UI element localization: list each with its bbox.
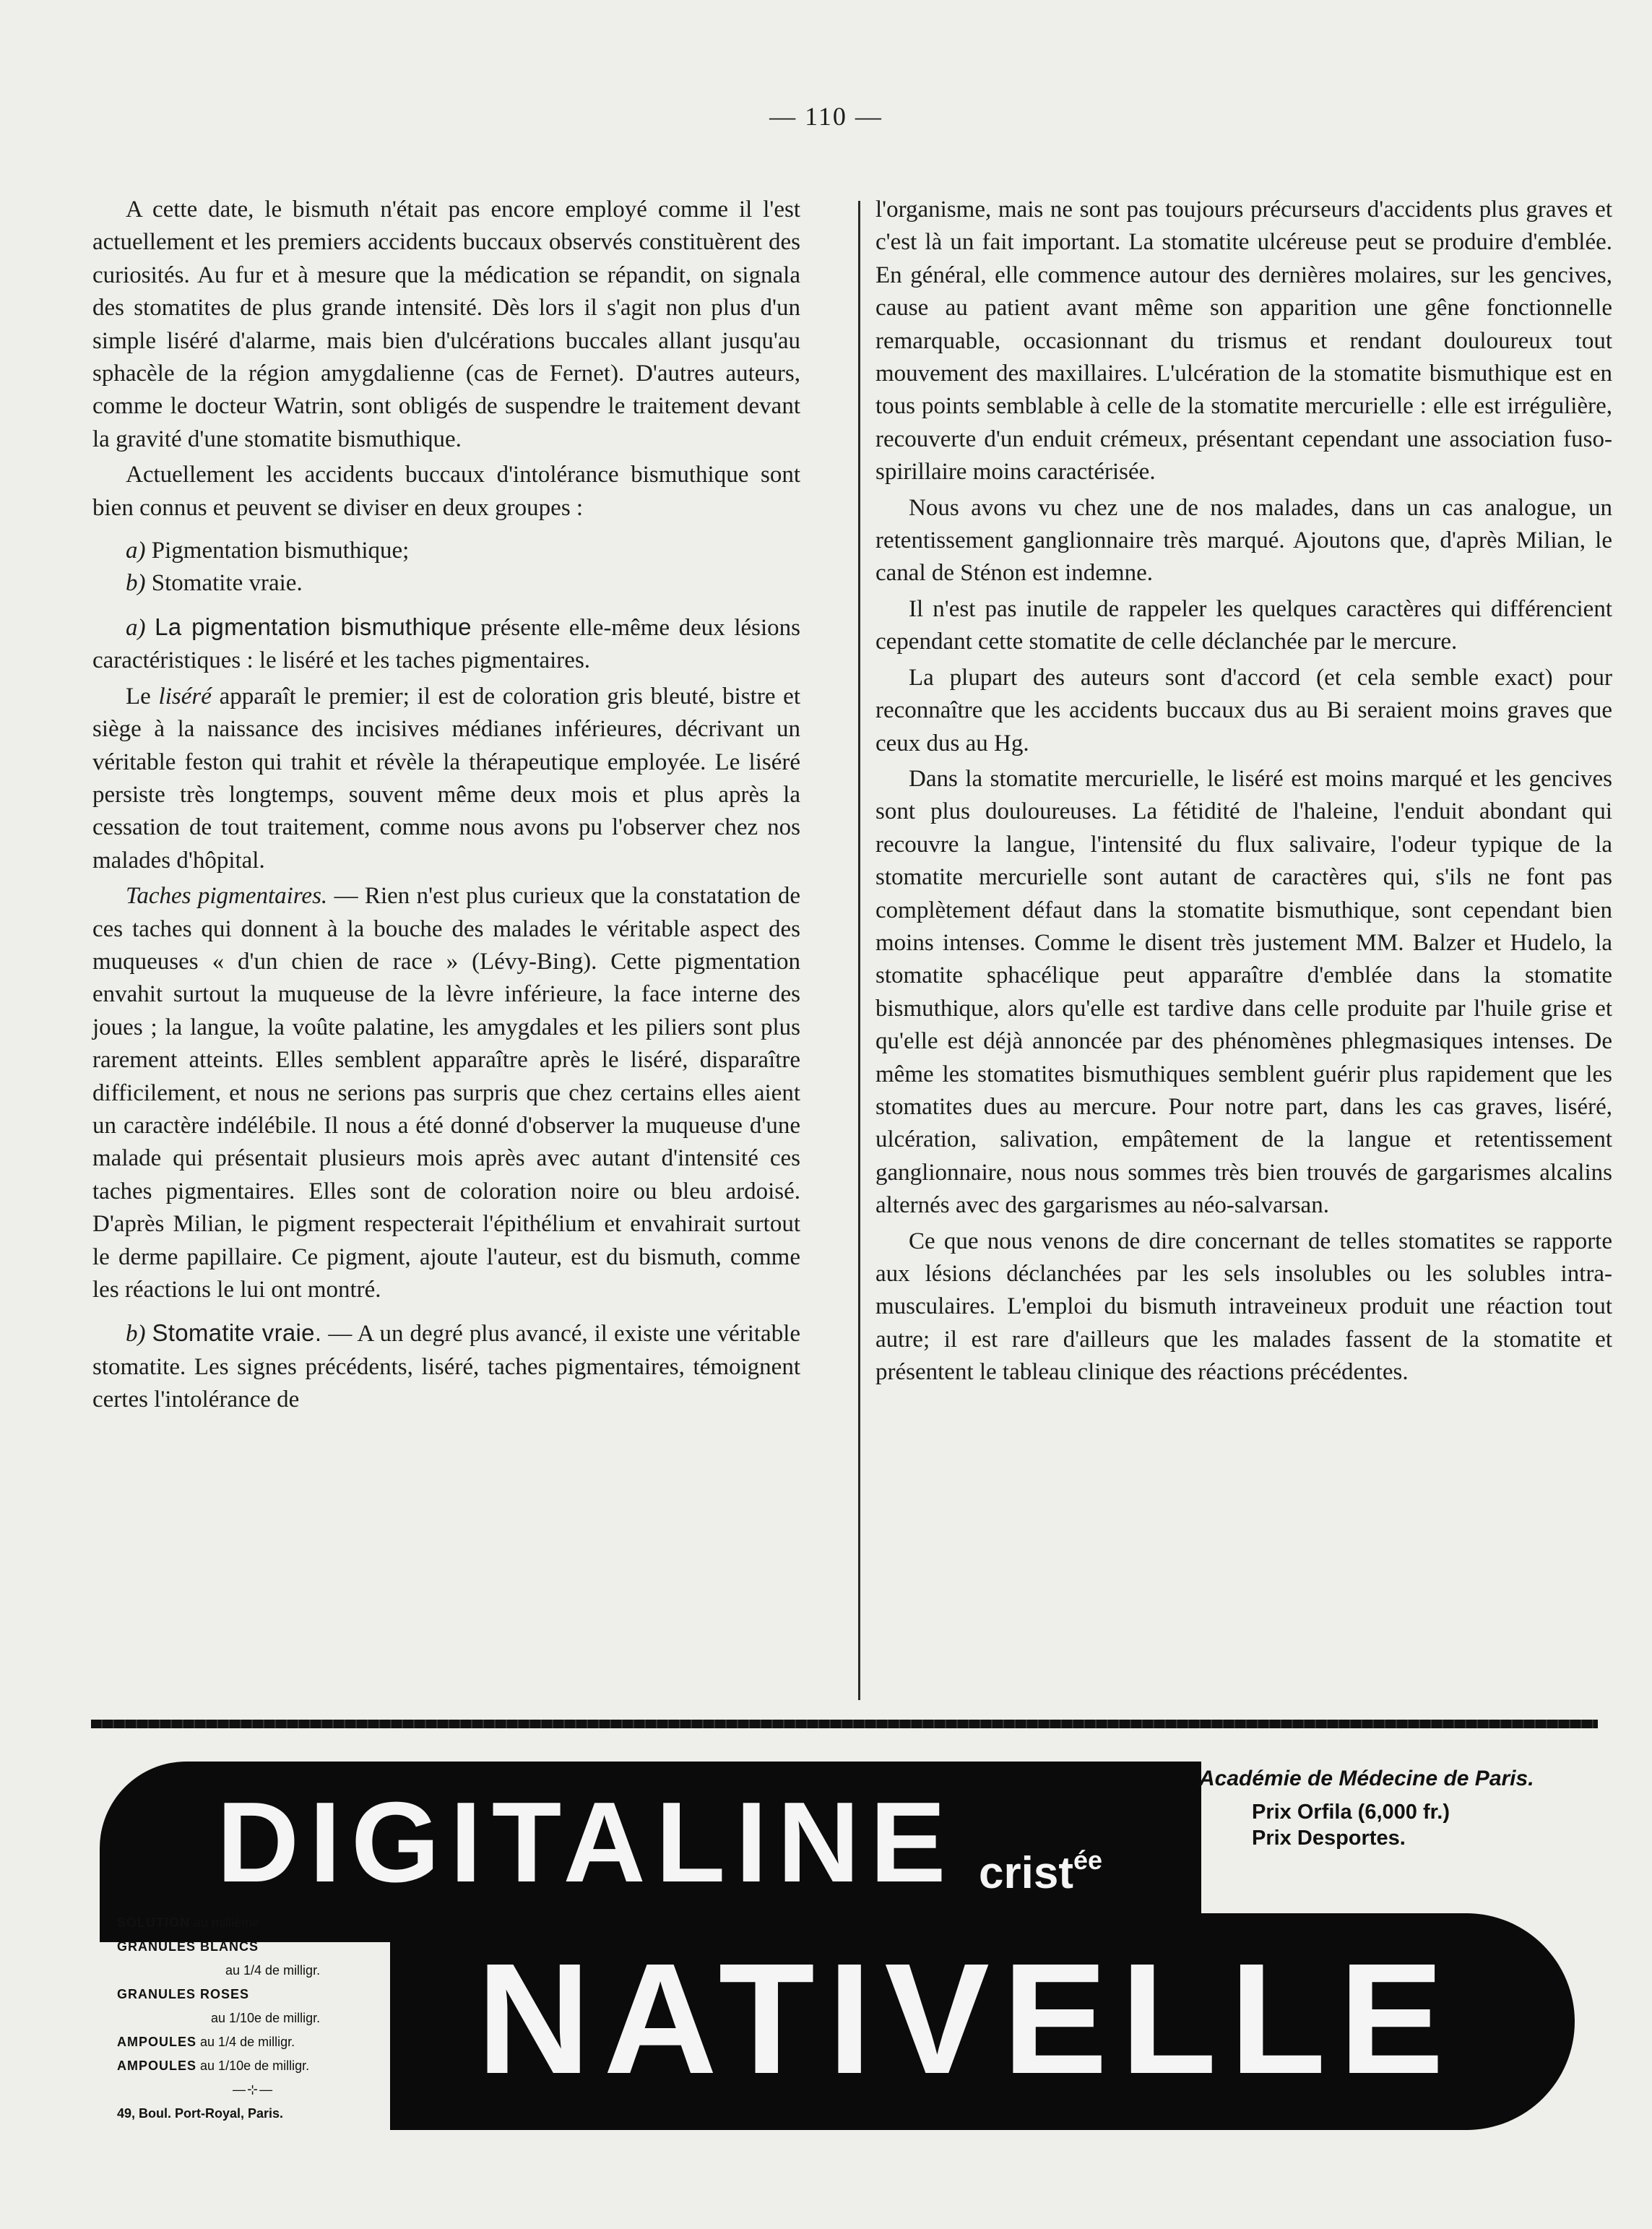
product-row: AMPOULES au 1/10e de milligr. [117,2058,310,2073]
product-row: SOLUTION au millième [117,1915,260,1930]
paragraph-text: — A un degré plus avancé, il existe une véritable stomatite. Les signes précédents, liséré, taches pigmentaires, témoignent certes l'intolérance de [92,1321,801,1413]
ad-title: DIGITALINE [217,1779,956,1906]
paragraph: l'organisme, mais ne sont pas toujours précurseurs d'accidents plus graves et c'est là un fait important. La stomatite ulcéreuse peut se produire d'emblée. En général, elle commence autour des dernières molaires, sur les gencives, cause au patient avant même son apparition une gêne fonctionnelle remarquable, occasionnant du trismus et rendant douloureux tout mouvement des maxillaires. L'ulcération de la stomatite bismuthique est en tous points semblable à celle de la stomatite mercurielle : elle est irrégulière, recouverte d'un enduit crémeux, présentant cependant une association fuso-spirillaire moins caractérisée. [875,197,1612,486]
ad-brand: NATIVELLE [477,1931,1457,2107]
horizontal-rule [91,1720,1598,1728]
list-letter: a) [126,538,146,564]
paragraph: La plupart des auteurs sont d'accord (et cela semble exact) pour reconnaître que les accidents buccaux dus au Bi seraient moins graves que ceux dus au Hg. [875,664,1612,756]
ad-prizes [1252,1799,1613,1851]
section-heading: Stomatite vraie. [152,1319,322,1347]
ad-prize: Prix Desportes. [1252,1827,1406,1850]
list-letter: b) [126,570,146,597]
ad-prize: Prix Orfila (6,000 fr.) [1252,1801,1450,1824]
paragraph: Actuellement les accidents buccaux d'intolérance bismuthique sont bien connus et peuvent se diviser en deux groupes : [92,462,800,521]
list-text: Pigmentation bismuthique; [151,538,410,564]
paragraph-text: apparaît le premier; il est de coloration gris bleuté, bistre et siège à la naissance des incisives médianes inférieures, décrivant un véritable feston qui trahit et révèle la thérapeutique employée. Le liséré persiste très longtemps, souvent même deux mois et plus après la cessation de tout traitement, comme nous avons pu l'observer chez nos malades d'hôpital. [92,683,801,874]
paragraph [92,681,800,877]
paragraph-text: présente elle-même deux lésions caractéristiques : le liséré et les taches pigmentaires. [92,614,800,674]
paragraph: Dans la stomatite mercurielle, le liséré est moins marqué et les gencives sont plus douloureuses. La fétidité de l'haleine, l'enduit abondant qui recouvre la langue, l'intensité du flux salivaire, l'odeur typique de la stomatite mercurielle sont autant de caractères qui, s'ils ne font pas complètement défaut dans la stomatite bismuthique, sont cependant bien moins intenses. Comme le disent très justement MM. Balzer et Hudelo, la stomatite sphacélique peut apparaître d'emblée dans la stomatite bismuthique, alors qu'elle est tardive dans celle produite par l'huile grise et qu'elle est déjà annoncée par des phénomènes phlegmasiques intenses. De même les stomatites bismuthiques semblent guérir plus rapidement que les stomatites dues au mercure. Pour notre part, dans les cas graves, liséré, ulcération, salivation, empâtement de la langue et retentissement ganglionnaire, nous nous sommes très bien trouvés de gargarismes alcalins alternés avec des gargarismes au néo-salvarsan. [875,765,1612,1219]
paragraph [92,1316,800,1416]
product-row: au 1/10e de milligr. [211,2011,321,2025]
page-number: — 110 — [769,102,883,131]
left-column [92,194,800,1420]
right-column [875,194,1612,1392]
paragraph [92,880,800,1306]
section-letter: a) [126,614,146,641]
paragraph-text: — Rien n'est plus curieux que la constatation de ces taches qui donnent à la bouche des malades le véritable aspect des muqueuses « d'un chien de race » (Lévy-Bing). Cette pigmentation envahit surtout la muqueuse de la lèvre inférieure, la face interne des joues ; la langue, la voûte palatine, les amygdales et les piliers sont plus rarement atteints. Elles semblent apparaître après le liséré, disparaître difficilement, et nous ne serions pas surpris que chez certains elles aient un caractère indélébile. Il nous a été donné d'observer la muqueuse d'une malade qui présentait plusieurs mois après avec autant d'intensité ces taches pigmentaires. Elles sont de coloration noire ou bleu ardoisé. D'après Milian, le pigment respecterait l'épithélium et envahirait surtout le derme papillaire. Ce pigment, ajoute l'auteur, est du bismuth, comme les réactions le lui ont montré. [92,883,800,1303]
paragraph: Il n'est pas inutile de rappeler les quelques caractères qui différencient cependant cette stomatite de celle déclanchée par le mercure. [875,595,1612,655]
product-row: GRANULES ROSES [117,1987,250,2001]
italic-term: Taches pigmentaires. [126,883,328,910]
ad-academy: Académie de Médecine de Paris. [1199,1767,1534,1790]
column-divider [858,201,860,1700]
ornament-divider: —⊹— [233,2082,274,2097]
list-item [92,535,800,567]
paragraph: Ce que nous venons de dire concernant de telles stomatites se rapporte aux lésions déclanchées par les sels insolubles ou les solubles intra-musculaires. L'emploi du bismuth intraveineux produit une réaction tout autre; il est rare d'ailleurs que les malades fassent de la stomatite et présentent le tableau clinique des réactions précédentes. [875,1228,1612,1386]
section-heading: La pigmentation bismuthique [155,613,472,640]
ad-products [117,1911,384,2126]
paragraph: A cette date, le bismuth n'était pas encore employé comme il l'est actuellement et les premiers accidents buccaux observés constituèrent des curiosités. Au fur et à mesure que la médication se répandit, on signala des stomatites de plus grande intensité. Dès lors il s'agit non plus d'un simple liséré d'alarme, mais bien d'ulcérations buccales allant jusqu'au sphacèle de la région amygdalienne (cas de Fernet). D'autres auteurs, comme le docteur Watrin, sont obligés de suspendre le traitement devant la gravité d'une stomatite bismuthique. [92,197,800,452]
ad-crist-sup: ée [1073,1845,1103,1875]
ad-crist-text: crist [979,1848,1073,1898]
paragraph-prefix: Le [126,683,151,710]
product-row: AMPOULES au 1/4 de milligr. [117,2035,295,2049]
list-text: Stomatite vraie. [151,570,303,597]
product-row: GRANULES BLANCS [117,1939,259,1954]
product-row: au 1/4 de milligr. [225,1963,321,1978]
italic-term: liséré [158,683,212,710]
paragraph: Nous avons vu chez une de nos malades, dans un cas analogue, un retentissement ganglionnaire très marqué. Ajoutons que, d'après Milian, le canal de Sténon est indemne. [875,494,1612,587]
ad-crist [979,1835,1102,1899]
paragraph [92,611,800,678]
list-item [92,567,800,600]
advertisement [0,1734,1652,2196]
section-letter: b) [126,1321,146,1348]
ad-address: 49, Boul. Port-Royal, Paris. [117,2106,284,2121]
